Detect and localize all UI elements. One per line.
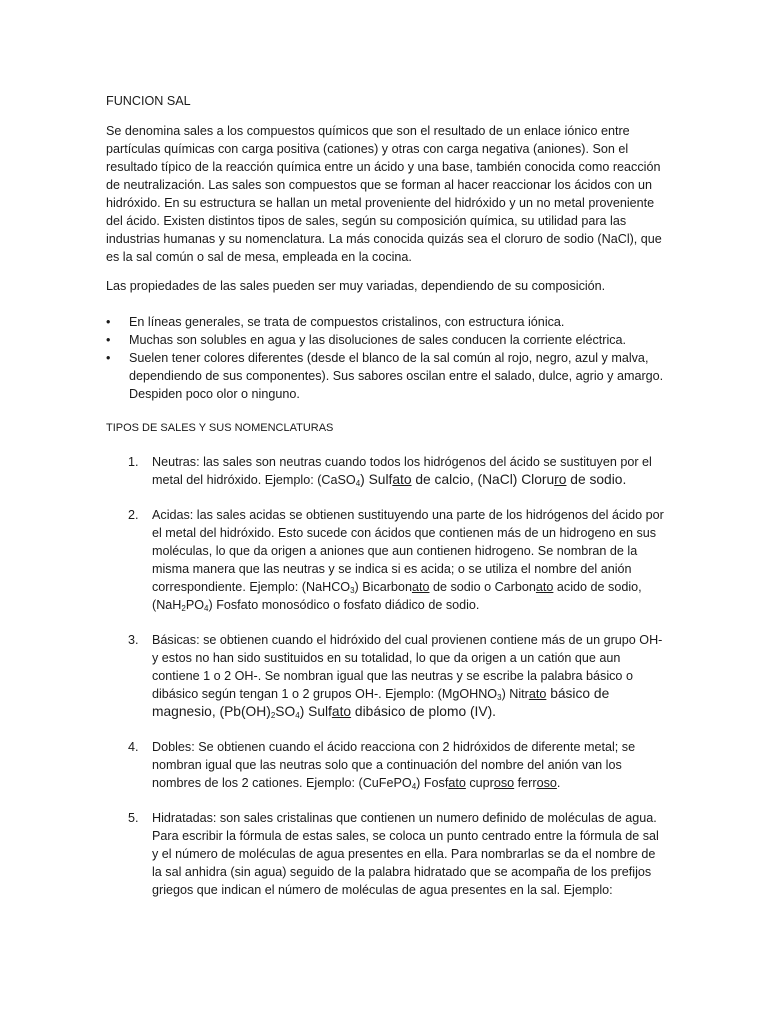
document-title: FUNCION SAL bbox=[106, 94, 191, 108]
item-text: Dobles: Se obtienen cuando el ácido reacciona con 2 hidróxidos de diferente metal; se nombran igual que las neutras solo que a continuación del nombre del anión van los nombres de los 2 cationes. Ejemplo: (CuFePO bbox=[152, 740, 636, 790]
subscript: 3 bbox=[497, 693, 502, 702]
underlined-suffix: ato bbox=[448, 776, 466, 790]
subscript: 4 bbox=[355, 479, 361, 488]
item-text: ) Bicarbon bbox=[354, 580, 412, 594]
item-text: dibásico de plomo (IV). bbox=[351, 704, 497, 719]
item-text: de calcio, (NaCl) Cloru bbox=[411, 472, 555, 487]
item-text: Neutras: las sales son neutras cuando todos los hidrógenos del ácido se sustituyen por el metal del hidróxido. Ejemplo: (CaSO bbox=[152, 455, 652, 487]
subscript: 4 bbox=[411, 782, 417, 791]
item-text: ) Fosf bbox=[416, 776, 449, 790]
item-text: básico de magnesio, (Pb(OH) bbox=[152, 686, 610, 719]
list-item-basicas bbox=[106, 631, 666, 721]
item-text: . bbox=[556, 776, 561, 790]
subscript: 4 bbox=[204, 604, 209, 613]
underlined-suffix: oso bbox=[493, 776, 515, 790]
item-text: Acidas: las sales acidas se obtienen sustituyendo una parte de los hidrógenos del ácido por el metal del hidróxido. Esto sucede con ácidos que contienen más de un hidrogeno en sus moléculas, lo que da origen a aniones que aun contienen hidrogeno. Se nombran de la misma manera que las neutras y se indica si es acida; o se utiliza el nombre del anión correspondiente. Ejemplo: (NaHCO bbox=[152, 508, 664, 594]
list-item-dobles bbox=[106, 738, 666, 792]
intro-paragraph: Se denomina sales a los compuestos químicos que son el resultado de un enlace iónico entre partículas químicas con carga positiva (cationes) y otras con carga negativa (aniones). Son el resultado típico de la reacción química entre un ácido y una base, también conocida como reacción de neutralización. Las sales son compuestos que se forman al hacer reaccionar los ácidos con un hidróxido. En su estructura se hallan un metal proveniente del hidróxido y un no metal proveniente del ácido. Existen distintos tipos de sales, según su composición química, su utilidad para las industrias humanas y su nomenclatura. La más conocida quizás sea el cloruro de sodio (NaCl), que es la sal común o sal de mesa, empleada en la cocina. bbox=[106, 124, 662, 264]
subscript: 3 bbox=[350, 586, 355, 595]
subscript: 4 bbox=[295, 711, 300, 720]
underlined-suffix: ro bbox=[554, 472, 567, 487]
list-item bbox=[106, 349, 666, 403]
list-item-neutras bbox=[106, 453, 666, 489]
list-number: 3. bbox=[128, 633, 139, 647]
document-page bbox=[106, 92, 666, 916]
list-item-acidas bbox=[106, 506, 666, 614]
list-item bbox=[106, 331, 666, 349]
subscript: 2 bbox=[270, 711, 276, 720]
salt-types-list bbox=[106, 453, 666, 899]
list-number: 5. bbox=[128, 811, 139, 825]
item-text: ferr bbox=[514, 776, 537, 790]
item-text: ) Nitr bbox=[501, 687, 529, 701]
underlined-suffix: ato bbox=[411, 580, 430, 594]
underlined-suffix: oso bbox=[536, 776, 557, 790]
underlined-suffix: ato bbox=[528, 687, 547, 701]
item-text: ) Sulf bbox=[299, 704, 332, 719]
bullet-icon: • bbox=[106, 333, 111, 347]
bullet-icon: • bbox=[106, 351, 111, 365]
subscript: 2 bbox=[181, 604, 186, 613]
item-text: de sodio o Carbon bbox=[429, 580, 536, 594]
section-subtitle: TIPOS DE SALES Y SUS NOMENCLATURAS bbox=[106, 422, 334, 434]
list-item-hidratadas bbox=[106, 809, 666, 899]
item-text: de sodio. bbox=[566, 472, 627, 487]
list-number: 4. bbox=[128, 740, 139, 754]
item-text: cupr bbox=[465, 776, 494, 790]
list-number: 2. bbox=[128, 508, 139, 522]
item-text: SO bbox=[275, 704, 296, 719]
item-text: PO bbox=[185, 598, 205, 612]
list-item-text: Muchas son solubles en agua y las disoluciones de sales conducen la corriente eléctrica. bbox=[129, 333, 627, 347]
underlined-suffix: ato bbox=[392, 472, 412, 487]
list-number: 1. bbox=[128, 455, 139, 469]
underlined-suffix: ato bbox=[331, 704, 352, 719]
properties-intro: Las propiedades de las sales pueden ser muy variadas, dependiendo de su composición. bbox=[106, 279, 606, 293]
item-text: Básicas: se obtienen cuando el hidróxido del cual provienen contiene más de un grupo OH- y estos no han sido sustituidos en su totalidad, lo que da origen a un catión que aun contiene 1 o 2 OH-. Se nombran igual que las neutras y se escribe la palabra básico o dibásico según tengan 1 o 2 grupos OH-. Ejemplo: (MgOHNO bbox=[152, 633, 663, 701]
list-item-text: Suelen tener colores diferentes (desde el blanco de la sal común al rojo, negro, azul y malva, dependiendo de sus componentes). Sus sabores oscilan entre el salado, dulce, agrio y amargo. Despiden poco olor o ninguno. bbox=[129, 351, 664, 401]
item-text: acido de sodio, (NaH bbox=[152, 580, 642, 612]
bullet-icon: • bbox=[106, 315, 111, 329]
list-item-text: En líneas generales, se trata de compuestos cristalinos, con estructura iónica. bbox=[129, 315, 565, 329]
list-item bbox=[106, 313, 666, 331]
properties-list bbox=[106, 313, 666, 403]
item-text: Hidratadas: son sales cristalinas que contienen un numero definido de moléculas de agua. Para escribir la fórmula de estas sales, se coloca un punto centrado entre la fórmula de sal y el número de moléculas de agua presentes en ella. Para nombrarlas se da el nombre de la sal anhidra (sin agua) seguido de la palabra hidratado que se acompaña de los prefijos griegos que indican el número de moléculas de agua presentes en la sal. Ejemplo: bbox=[152, 811, 659, 897]
underlined-suffix: ato bbox=[535, 580, 554, 594]
item-text: ) Sulf bbox=[360, 472, 393, 487]
item-text: ) Fosfato monosódico o fosfato diádico de sodio. bbox=[208, 598, 480, 612]
